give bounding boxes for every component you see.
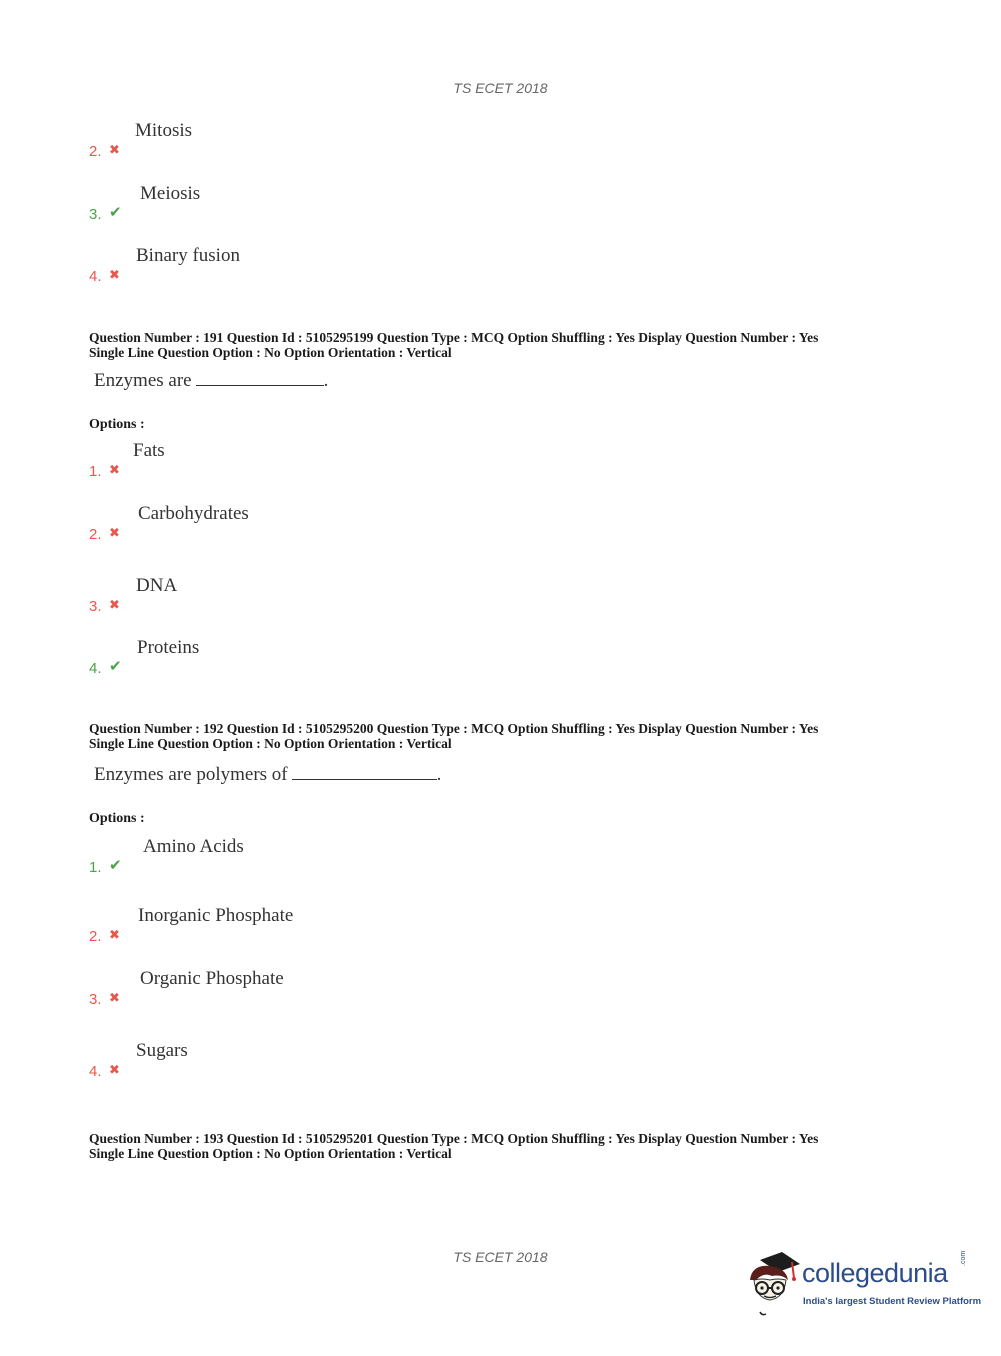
incorrect-icon: ✖ — [109, 598, 120, 613]
incorrect-icon: ✖ — [109, 463, 120, 478]
incorrect-icon: ✖ — [109, 143, 120, 158]
option-text: Inorganic Phosphate — [138, 905, 294, 926]
question-meta-line: Question Number : 191 Question Id : 5105295199 Question Type : MCQ Option Shuffling : Yes Display Question Number : Yes — [89, 330, 819, 345]
correct-check-icon: ✔ — [109, 856, 122, 874]
question-meta-line: Single Line Question Option : No Option Orientation : Vertical — [89, 736, 452, 751]
page-footer: TS ECET 2018 — [453, 1249, 548, 1265]
answer-blank — [292, 764, 437, 780]
question-text — [94, 764, 441, 786]
question-stem: Enzymes are — [94, 370, 192, 391]
option-text: Fats — [133, 440, 165, 461]
incorrect-icon: ✖ — [109, 991, 120, 1006]
option-number: 1. — [89, 463, 102, 480]
option-number: 2. — [89, 928, 102, 945]
question-end: . — [323, 370, 329, 391]
incorrect-icon: ✖ — [109, 268, 120, 283]
option-number: 2. — [89, 526, 102, 543]
question-end: . — [436, 764, 442, 785]
question-meta-line: Question Number : 192 Question Id : 5105295200 Question Type : MCQ Option Shuffling : Yes Display Question Number : Yes — [89, 721, 819, 736]
question-meta-line: Single Line Question Option : No Option Orientation : Vertical — [89, 345, 452, 360]
option-number: 4. — [89, 268, 102, 285]
incorrect-icon: ✖ — [109, 928, 120, 943]
option-number: 4. — [89, 660, 102, 677]
option-text: Carbohydrates — [138, 503, 249, 524]
logo-tagline: India's largest Student Review Platform — [803, 1296, 982, 1307]
question-meta-line: Single Line Question Option : No Option Orientation : Vertical — [89, 1146, 452, 1161]
incorrect-icon: ✖ — [109, 526, 120, 541]
option-text: DNA — [136, 575, 178, 596]
answer-blank — [196, 370, 324, 386]
question-meta — [89, 330, 909, 360]
question-meta — [89, 1131, 909, 1161]
option-text: Mitosis — [135, 120, 193, 141]
incorrect-icon: ✖ — [109, 1063, 120, 1078]
option-number: 3. — [89, 598, 102, 615]
question-text — [94, 370, 328, 392]
option-number: 3. — [89, 206, 102, 223]
option-number: 3. — [89, 991, 102, 1008]
option-text: Binary fusion — [136, 245, 240, 266]
option-text: Meiosis — [140, 183, 201, 204]
option-text: Sugars — [136, 1040, 188, 1061]
option-number: 4. — [89, 1063, 102, 1080]
option-text: Amino Acids — [143, 836, 244, 857]
options-label: Options : — [89, 811, 145, 826]
option-number: 1. — [89, 859, 102, 876]
correct-check-icon: ✔ — [109, 657, 122, 675]
logo-domain: .com — [960, 1250, 967, 1266]
options-label: Options : — [89, 417, 145, 432]
question-meta-line: Question Number : 193 Question Id : 5105295201 Question Type : MCQ Option Shuffling : Yes Display Question Number : Yes — [89, 1131, 819, 1146]
question-stem: Enzymes are polymers of — [94, 764, 288, 785]
collegedunia-logo — [742, 1250, 982, 1320]
option-text: Proteins — [137, 637, 200, 658]
option-number: 2. — [89, 143, 102, 160]
correct-check-icon: ✔ — [109, 203, 122, 221]
mascot-icon — [742, 1250, 802, 1318]
page-header: TS ECET 2018 — [453, 80, 548, 96]
question-meta — [89, 721, 909, 751]
logo-wordmark: collegedunia — [802, 1258, 948, 1288]
option-text: Organic Phosphate — [140, 968, 284, 989]
